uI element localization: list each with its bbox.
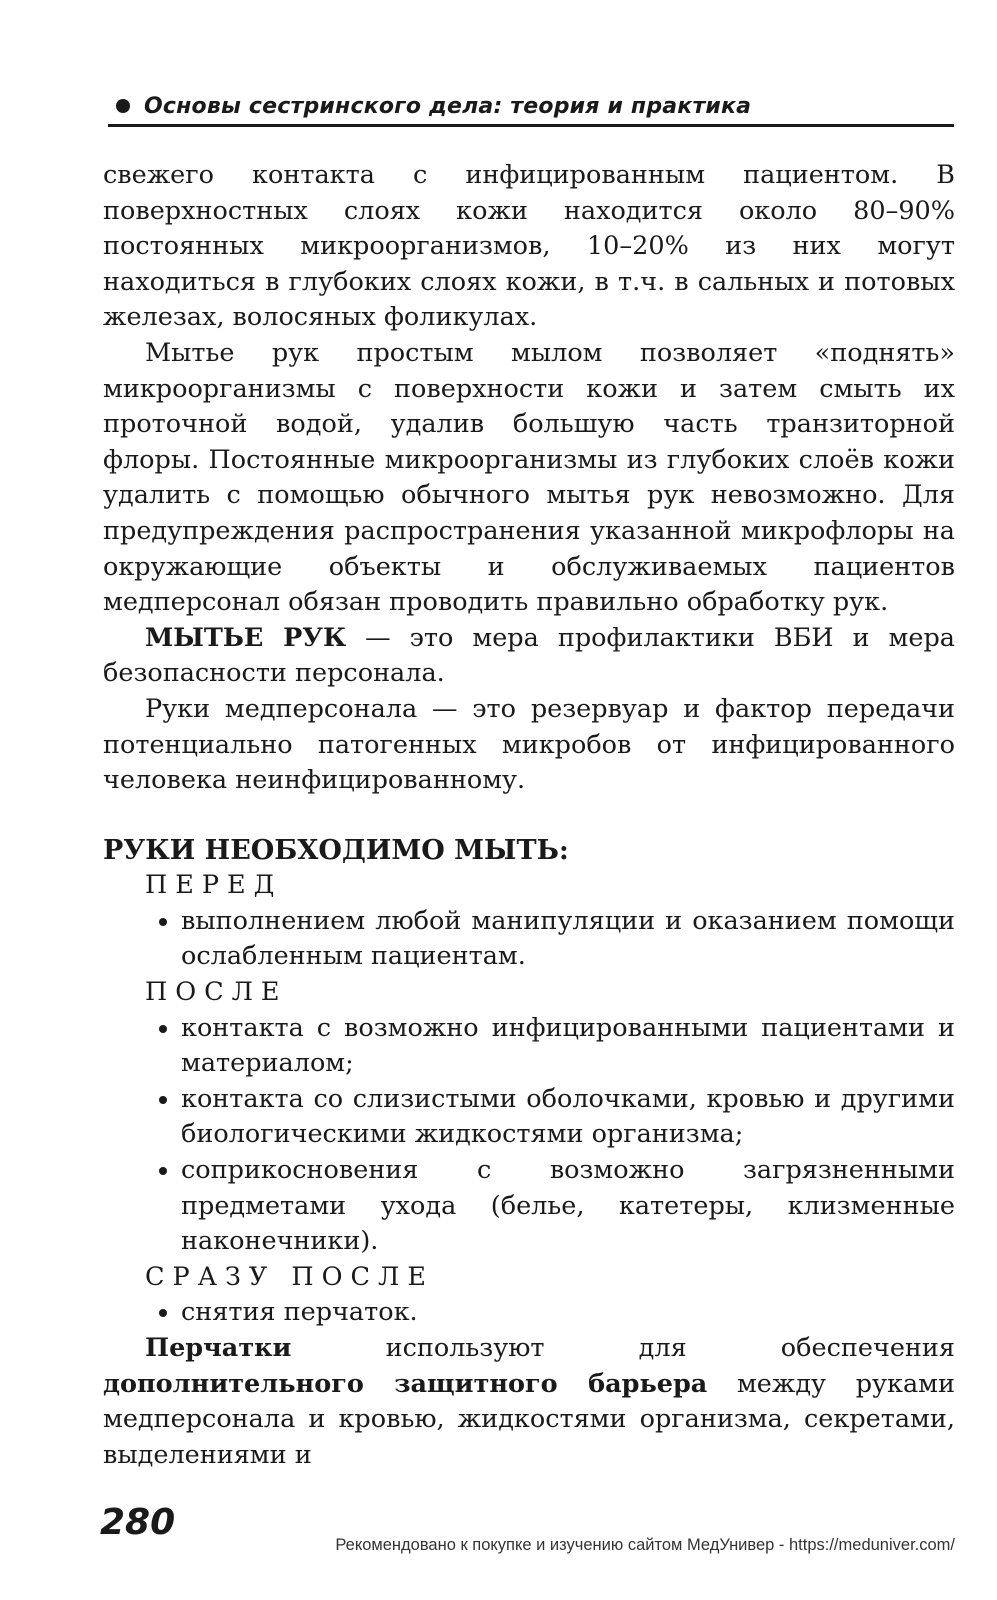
term-barrier: дополнительного защитного барьера — [103, 1368, 708, 1399]
list-item: выполнением любой манипуляции и оказанием помощи ослабленным пациентам. — [181, 904, 955, 975]
section-title: РУКИ НЕОБХОДИМО МЫТЬ: — [103, 834, 569, 866]
list-right-after — [103, 1295, 955, 1331]
paragraph-hands-reservoir: Руки медперсонала — это резервуар и фактор передачи потенциально патогенных микробов от инфицированного человека неинфицированному. — [103, 693, 955, 796]
paragraph-handwashing-definition — [103, 621, 955, 692]
list-after — [103, 1011, 955, 1260]
term-handwashing: МЫТЬЕ РУК — [145, 622, 347, 653]
list-item: контакта с возможно инфицированными пациентами и материалом; — [181, 1011, 955, 1082]
body-text — [103, 158, 955, 1473]
list-item: снятия перчаток. — [181, 1295, 955, 1331]
label-before: ПЕРЕД — [145, 870, 283, 901]
list-before — [103, 904, 955, 975]
paragraph-continuation: свежего контакта с инфицированным пациентом. В поверхностных слоях кожи находится около 80–90% постоянных микроорганизмов, 10–20% из них могут находиться в глубоких слоях кожи, в т.ч. в сальных и потовых железах, волосяных фоликулах. — [103, 160, 955, 333]
paragraph-gloves — [103, 1331, 955, 1473]
handwashing-section — [103, 833, 955, 1331]
paragraph-handwashing-soap: Мытье рук простым мылом позволяет «поднять» микроорганизмы с поверхности кожи и затем смыть их проточной водой, удалив большую часть транзиторной флоры. Постоянные микроорганизмы из глубоких слоёв кожи удалить с помощью обычного мытья рук невозможно. Для предупреждения распространения указанной микрофлоры на окружающие объекты и обслуживаемых пациентов медперсонал обязан проводить правильно обработку рук. — [103, 337, 955, 618]
label-right-after: СРАЗУ ПОСЛЕ — [145, 1261, 434, 1292]
definition-text: — это мера профилактики ВБИ и мера безопасности персонала. — [103, 622, 955, 689]
running-head — [108, 88, 954, 127]
list-item: соприкосновения с возможно загрязненными предметами ухода (белье, катетеры, клизменные наконечники). — [181, 1153, 955, 1260]
bullet-icon — [116, 99, 130, 113]
term-gloves: Перчатки — [145, 1333, 292, 1363]
watermark-text: Рекомендовано к покупке и изучению сайтом МедУнивер - https://meduniver.com/ — [335, 1536, 955, 1554]
gloves-text-1: используют для обеспечения — [291, 1333, 955, 1363]
label-after: ПОСЛЕ — [145, 977, 288, 1008]
gloves-text-2: между руками медперсонала и кровью, жидкостями организма, секретами, выделениями и — [103, 1368, 955, 1470]
page-number: 280 — [100, 1502, 176, 1543]
list-item: контакта со слизистыми оболочками, кровью и другими биологическими жидкостями организма; — [181, 1082, 955, 1153]
running-head-text: Основы сестринского дела: теория и практика — [144, 93, 752, 119]
